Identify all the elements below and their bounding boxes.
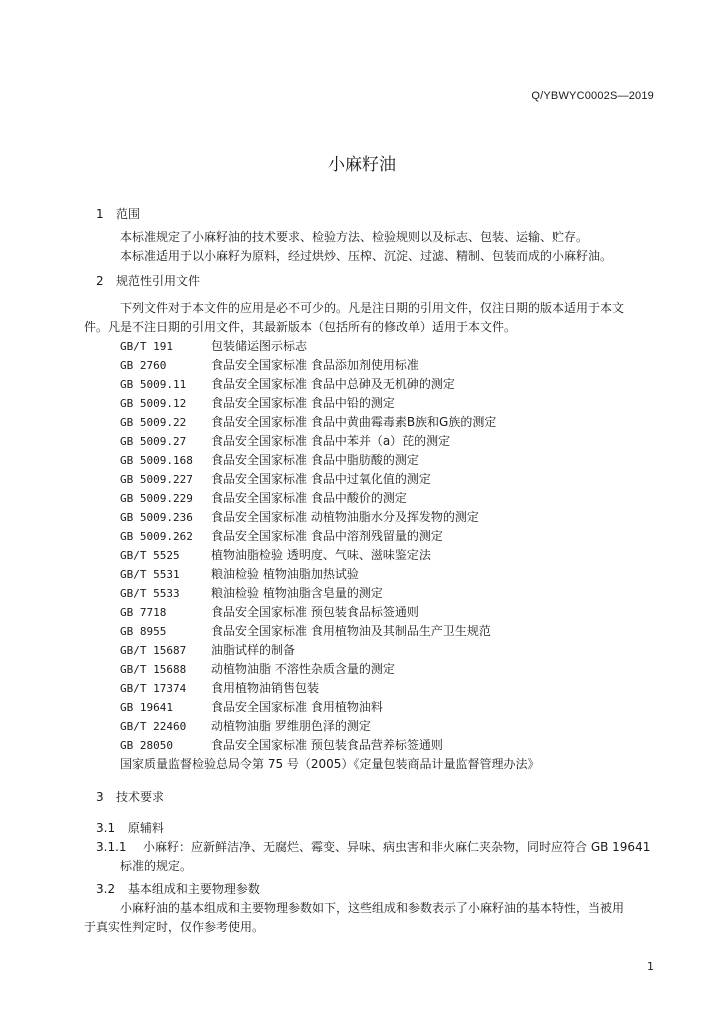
subsection-title: 基本组成和主要物理参数 — [127, 882, 260, 896]
reference-code: GB 5009.236 — [120, 511, 193, 524]
reference-row — [120, 603, 658, 622]
reference-row — [120, 546, 658, 565]
section-2-heading — [96, 272, 658, 291]
section-title: 技术要求 — [116, 790, 165, 804]
reference-code: GB 5009.11 — [120, 378, 187, 391]
paragraph-continuation: 件。凡是不注日期的引用文件，其最新版本（包括所有的修改单）适用于本文件。 — [84, 320, 517, 334]
section-3-heading — [96, 788, 658, 807]
section-number: 2 — [96, 274, 104, 288]
reference-title: 食品安全国家标准 食品中酸价的测定 — [211, 491, 407, 505]
document-title: 小麻籽油 — [328, 155, 396, 175]
reference-code: GB 5009.27 — [120, 435, 187, 448]
subsection-3-2-heading — [96, 880, 658, 899]
reference-row — [120, 736, 658, 755]
reference-code: GB/T 17374 — [120, 682, 187, 695]
reference-code: GB 2760 — [120, 359, 167, 372]
reference-row — [120, 375, 658, 394]
reference-row — [120, 394, 658, 413]
standard-code: Q/YBWYC0002S—2019 — [531, 90, 654, 102]
reference-row — [120, 622, 658, 641]
reference-title: 食品安全国家标准 食品中脂肪酸的测定 — [211, 453, 419, 467]
reference-row — [120, 413, 658, 432]
reference-title: 食品安全国家标准 食品添加剂使用标准 — [211, 358, 419, 372]
reference-title: 食品安全国家标准 食品中过氧化值的测定 — [211, 472, 431, 486]
clause-continuation: 标准的规定。 — [120, 859, 193, 873]
paragraph: 小麻籽油的基本组成和主要物理参数如下，这些组成和参数表示了小麻籽油的基本特性，当被用 — [120, 901, 625, 915]
reference-title: 食品安全国家标准 食用植物油料 — [211, 700, 383, 714]
subsection-3-1-heading — [96, 819, 658, 838]
reference-title: 食品安全国家标准 食品中铅的测定 — [211, 396, 395, 410]
reference-row — [120, 660, 658, 679]
paragraph: 本标准规定了小麻籽油的技术要求、检验方法、检验规则以及标志、包装、运输、贮存。 — [120, 230, 589, 244]
reference-code: GB 5009.22 — [120, 416, 187, 429]
reference-row — [120, 527, 658, 546]
section-title: 规范性引用文件 — [116, 274, 201, 288]
reference-code: GB/T 5531 — [120, 568, 180, 581]
reference-code: GB 5009.229 — [120, 492, 193, 505]
reference-title: 食品安全国家标准 预包装食品标签通则 — [211, 605, 419, 619]
reference-code: GB/T 5525 — [120, 549, 180, 562]
reference-code: GB/T 15687 — [120, 644, 187, 657]
reference-code: GB/T 191 — [120, 340, 173, 353]
reference-title: 食品安全国家标准 动植物油脂水分及挥发物的测定 — [211, 510, 479, 524]
page-number: 1 — [647, 960, 654, 973]
reference-code: GB/T 15688 — [120, 663, 187, 676]
reference-code: GB/T 22460 — [120, 720, 187, 733]
reference-row — [120, 432, 658, 451]
reference-row — [120, 337, 658, 356]
reference-extra: 国家质量监督检验总局令第 75 号（2005）《定量包装商品计量监督管理办法》 — [120, 757, 540, 771]
reference-title: 食品安全国家标准 食用植物油及其制品生产卫生规范 — [211, 624, 491, 638]
reference-title: 食品安全国家标准 食品中总砷及无机砷的测定 — [211, 377, 455, 391]
clause-text: 小麻籽：应新鲜洁净、无腐烂、霉变、异味、病虫害和非火麻仁夹杂物，同时应符合 GB 19641 — [143, 840, 651, 854]
reference-title: 动植物油脂 不溶性杂质含量的测定 — [211, 662, 395, 676]
reference-title: 动植物油脂 罗维朋色泽的测定 — [211, 719, 371, 733]
reference-code: GB 5009.227 — [120, 473, 193, 486]
reference-code: GB 8955 — [120, 625, 167, 638]
reference-title: 植物油脂检验 透明度、气味、滋味鉴定法 — [211, 548, 431, 562]
paragraph: 下列文件对于本文件的应用是必不可少的。凡是注日期的引用文件，仅注日期的版本适用于本文 — [120, 301, 625, 315]
reference-list — [120, 337, 658, 774]
reference-title: 食品安全国家标准 预包装食品营养标签通则 — [211, 738, 443, 752]
reference-title: 包装储运图示标志 — [211, 339, 308, 353]
reference-code: GB 7718 — [120, 606, 167, 619]
reference-title: 食品安全国家标准 食品中黄曲霉毒素B族和G族的测定 — [211, 415, 497, 429]
reference-row — [120, 641, 658, 660]
reference-row — [120, 717, 658, 736]
reference-code: GB 19641 — [120, 701, 173, 714]
reference-row — [120, 679, 658, 698]
section-number: 3 — [96, 790, 104, 804]
reference-title: 油脂试样的制备 — [211, 643, 296, 657]
section-1-heading — [96, 205, 658, 224]
reference-row — [120, 508, 658, 527]
reference-row — [120, 489, 658, 508]
reference-title: 粮油检验 植物油脂加热试验 — [211, 567, 359, 581]
reference-title: 食品安全国家标准 食品中溶剂残留量的测定 — [211, 529, 443, 543]
reference-row — [120, 470, 658, 489]
reference-title: 食用植物油销售包装 — [211, 681, 320, 695]
section-number: 1 — [96, 207, 104, 221]
subsection-number: 3.2 — [96, 882, 116, 896]
reference-row — [120, 356, 658, 375]
reference-code: GB 5009.262 — [120, 530, 193, 543]
clause-number: 3.1.1 — [96, 840, 127, 854]
reference-row — [120, 698, 658, 717]
reference-title: 粮油检验 植物油脂含皂量的测定 — [211, 586, 383, 600]
reference-code: GB 5009.168 — [120, 454, 193, 467]
clause-3-1-1 — [96, 838, 658, 857]
reference-code: GB 28050 — [120, 739, 173, 752]
subsection-title: 原辅料 — [127, 821, 164, 835]
section-title: 范围 — [116, 207, 141, 221]
subsection-number: 3.1 — [96, 821, 116, 835]
reference-row — [120, 451, 658, 470]
reference-title: 食品安全国家标准 食品中苯并（a）芘的测定 — [211, 434, 451, 448]
document-body — [84, 205, 658, 937]
reference-row — [120, 584, 658, 603]
reference-code: GB/T 5533 — [120, 587, 180, 600]
reference-code: GB 5009.12 — [120, 397, 187, 410]
reference-row — [120, 565, 658, 584]
paragraph-continuation: 于真实性判定时，仅作参考使用。 — [84, 920, 265, 934]
paragraph: 本标准适用于以小麻籽为原料，经过烘炒、压榨、沉淀、过滤、精制、包装而成的小麻籽油。 — [120, 249, 613, 263]
